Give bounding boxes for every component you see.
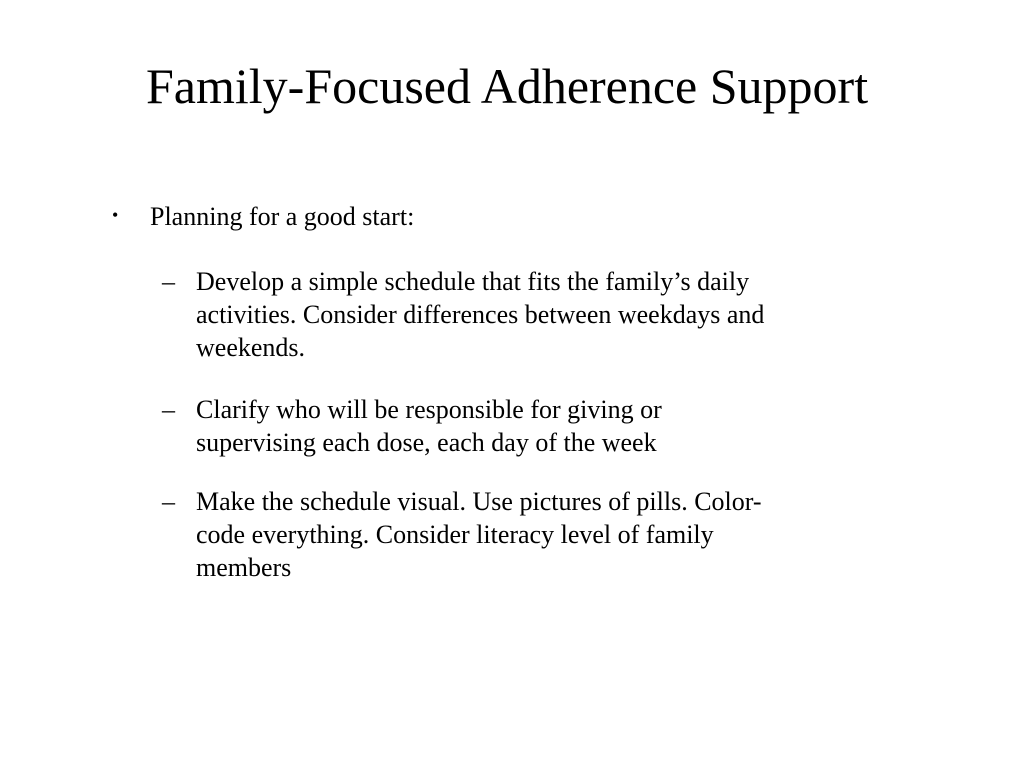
sub-item-marker: –: [162, 487, 175, 516]
sub-item-text: Clarify who will be responsible for giving or supervising each dose, each day of the week: [196, 395, 662, 457]
sub-item-text: Develop a simple schedule that fits the family’s daily activities. Consider differences between weekdays and weekends.: [196, 267, 765, 362]
bullet-marker: •: [112, 205, 119, 225]
bullet-item: [112, 200, 972, 240]
sub-item-text: Make the schedule visual. Use pictures of pills. Color- code everything. Consider literacy level of family members: [196, 487, 762, 582]
bullet-text: Planning for a good start:: [150, 202, 415, 231]
sub-item-marker: –: [162, 395, 175, 424]
slide-title: Family-Focused Adherence Support: [146, 58, 869, 114]
sub-item-marker: –: [162, 267, 175, 296]
